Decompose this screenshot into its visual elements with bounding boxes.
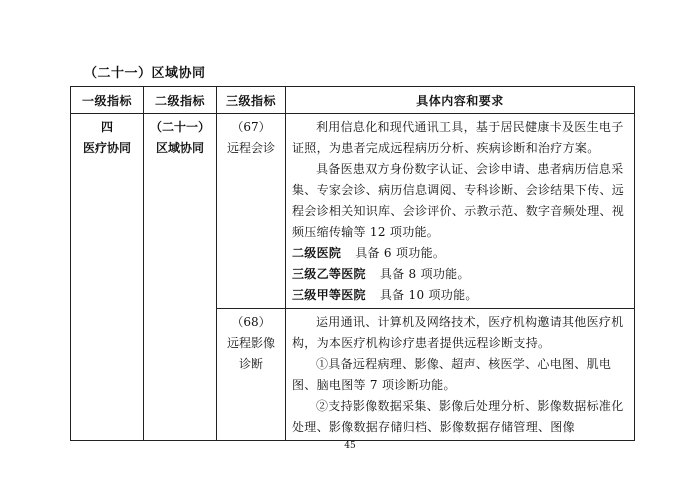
header-level3: 三级指标 (217, 87, 286, 114)
header-level2: 二级指标 (144, 87, 217, 114)
section-title: （二十一）区域协同 (84, 66, 206, 81)
page-number: 45 (344, 441, 356, 451)
requirement-line (292, 243, 628, 264)
content-paragraph: ①具备远程病理、影像、超声、核医学、心电图、肌电图、脑电图等 7 项诊断功能。 (292, 357, 612, 392)
hospital-level-label: 三级甲等医院 (292, 288, 366, 302)
requirement-line (292, 264, 628, 285)
hospital-level-label: 三级乙等医院 (292, 267, 366, 281)
item-name-line2: 诊断 (238, 357, 263, 371)
hospital-level-requirement: 具备 10 项功能。 (379, 288, 478, 302)
item-name: 远程会诊 (226, 141, 275, 155)
header-level1: 一级指标 (71, 87, 144, 114)
level2-label: 区域协同 (155, 141, 204, 155)
level1-cell (71, 114, 144, 441)
hospital-level-requirement: 具备 6 项功能。 (355, 246, 446, 260)
table-row (71, 114, 635, 309)
content-cell (286, 114, 635, 309)
indicator-table (70, 86, 635, 441)
level3-cell (217, 309, 286, 441)
content-paragraph: 具备医患双方身份数字认证、会诊申请、患者病历信息采集、专家会诊、病历信息调阅、专科诊断、会诊结果下传、远程会诊相关知识库、会诊评价、示教示范、数字音频处理、视频压缩传输等 12 项功能。 (292, 162, 625, 239)
content-paragraph: 运用通讯、计算机及网络技术，医疗机构邀请其他医疗机构，为本医疗机构诊疗患者提供远程诊断支持。 (292, 315, 624, 350)
content-paragraph: 利用信息化和现代通讯工具，基于居民健康卡及医生电子证照，为患者完成远程病历分析、疾病诊断和治疗方案。 (292, 120, 624, 155)
item-number: （67） (231, 120, 271, 134)
content-cell (286, 309, 635, 441)
hospital-level-label: 二级医院 (292, 246, 342, 260)
item-number: （68） (231, 315, 271, 329)
hospital-level-requirement: 具备 8 项功能。 (379, 267, 470, 281)
table-header-row (71, 87, 635, 114)
level1-number: 四 (100, 120, 113, 134)
requirement-line (292, 285, 628, 306)
content-paragraph: ②支持影像数据采集、影像后处理分析、影像数据标准化处理、影像数据存储归档、影像数据存储管理、图像 (292, 399, 624, 434)
header-content: 具体内容和要求 (286, 87, 635, 114)
level1-label: 医疗协同 (82, 141, 131, 155)
level3-cell (217, 114, 286, 309)
item-name-line1: 远程影像 (226, 336, 275, 350)
level2-number: （二十一） (149, 120, 210, 134)
level2-cell (144, 114, 217, 441)
